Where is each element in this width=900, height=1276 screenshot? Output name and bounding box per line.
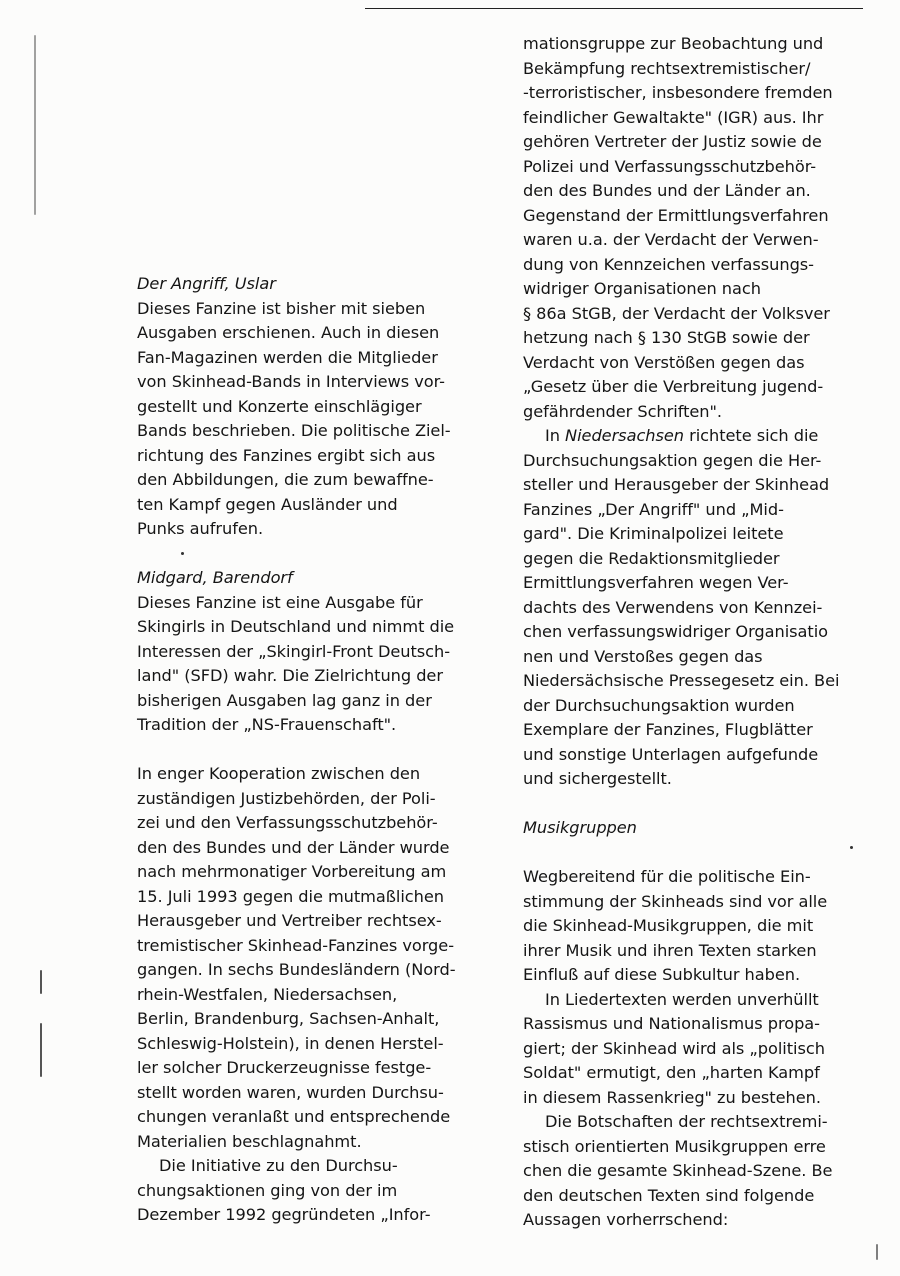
paragraph-gap [523,841,900,866]
text-line: den Abbildungen, die zum bewaffne- [137,470,434,489]
text-line: steller und Herausgeber der Skinhead [523,475,830,494]
left-text-column [137,272,517,1228]
text-line: ten Kampf gegen Ausländer und [137,494,398,514]
text-line: dung von Kennzeichen verfassungs- [523,254,814,274]
text-line: § 86a StGB, der Verdacht der Volksver [523,303,830,323]
text-line: tremistischer Skinhead-Fanzines vorge- [137,935,454,955]
text-line: und sonstige Unterlagen aufgefunde [523,744,819,764]
text-line: Gegenstand der Ermittlungsverfahren [523,205,829,225]
text-line: Dieses Fanzine ist bisher mit sieben [137,298,426,318]
text-line: den deutschen Texten sind folgende [523,1185,815,1205]
emphasized-word: Niedersachsen [565,426,685,445]
text-line: Ausgaben erschienen. Auch in diesen [137,323,440,342]
text-line-with-emphasis: In Niedersachsen richtete sich die [545,426,819,445]
top-rule [365,8,863,9]
text-line: Einfluß auf diese Subkultur haben. [523,965,801,984]
text-line: chen verfassungswidriger Organisatio [523,622,828,641]
text-line: richtung des Fanzines ergibt sich aus [137,445,436,465]
text-line: Schleswig-Holstein), in denen Herstel- [137,1033,444,1053]
text-line: Verdacht von Verstößen gegen das [523,352,805,372]
text-line: gefährdender Schriften". [523,401,722,421]
text-line: nach mehrmonatiger Vorbereitung am [137,862,447,881]
text-line: Rassismus und Nationalismus propa- [523,1014,820,1033]
text-line: stellt worden waren, wurden Durchsu- [137,1082,444,1102]
text-line: Herausgeber und Vertreiber rechtsex- [137,911,442,930]
scan-mark [40,970,42,994]
scan-mark [40,1023,42,1077]
text-line: von Skinhead-Bands in Interviews vor- [137,372,445,391]
text-line: Berlin, Brandenburg, Sachsen-Anhalt, [137,1009,440,1028]
text-line: gegen die Redaktionsmitglieder [523,548,780,568]
text-line: In Liedertexten werden unverhüllt [545,989,819,1009]
text-line: rhein-Westfalen, Niedersachsen, [137,984,398,1004]
text-line: Bands beschrieben. Die politische Ziel- [137,421,451,440]
text-line: Die Initiative zu den Durchsu- [159,1156,398,1175]
paragraph-gap [137,738,517,763]
text-line: die Skinhead-Musikgruppen, die mit [523,916,814,935]
text-line: Dieses Fanzine ist eine Ausgabe für [137,592,423,612]
text-line: Aussagen vorherrschend: [523,1210,729,1229]
text-line: 15. Juli 1993 gegen die mutmaßlichen [137,886,444,906]
text-line: Fan-Magazinen werden die Mitglieder [137,347,438,367]
text-line: Ermittlungsverfahren wegen Ver- [523,573,789,592]
text-line: land" (SFD) wahr. Die Zielrichtung der [137,666,443,685]
text-line: stimmung der Skinheads sind vor alle [523,891,828,911]
text-line: Polizei und Verfassungsschutzbehör- [523,156,817,176]
paragraph-gap [137,542,517,567]
text-line: chungsaktionen ging von der im [137,1180,398,1200]
text-line: In enger Kooperation zwischen den [137,764,421,783]
text-line: Der Angriff, Uslar [137,274,276,293]
text-line: „Gesetz über die Verbreitung jugend- [523,377,824,396]
paragraph-gap [523,792,900,817]
text-line: Die Botschaften der rechtsextremi- [545,1112,828,1131]
text-line: Materialien beschlagnahmt. [137,1131,362,1151]
text-line: stisch orientierten Musikgruppen erre [523,1136,826,1156]
text-line: der Durchsuchungsaktion wurden [523,695,795,715]
text-line: Interessen der „Skingirl-Front Deutsch- [137,641,451,661]
text-line: Skingirls in Deutschland und nimmt die [137,617,455,636]
text-line: gard". Die Kriminalpolizei leitete [523,524,784,543]
text-line: widriger Organisationen nach [523,279,761,298]
text-line: Niedersächsische Pressegesetz ein. Bei [523,671,840,690]
text-line: Fanzines „Der Angriff" und „Mid- [523,499,784,519]
text-line: chen die gesamte Skinhead-Szene. Be [523,1161,833,1180]
text-line: den des Bundes und der Länder wurde [137,837,450,857]
text-line: Midgard, Barendorf [137,568,293,587]
text-line: Punks aufrufen. [137,519,264,538]
scan-mark [34,35,36,215]
text-line: gehören Vertreter der Justiz sowie de [523,132,822,151]
text-line: gestellt und Konzerte einschlägiger [137,396,422,416]
text-line: Dezember 1992 gegründeten „Infor- [137,1205,431,1224]
text-line: in diesem Rassenkrieg" zu bestehen. [523,1087,821,1107]
scan-mark [876,1244,878,1260]
text-line: bisherigen Ausgaben lag ganz in der [137,690,432,710]
text-line: nen und Verstoßes gegen das [523,646,763,666]
text-line: zuständigen Justizbehörden, der Poli- [137,788,436,808]
text-line: zei und den Verfassungsschutzbehör- [137,813,438,832]
text-line: chungen veranlaßt und entsprechende [137,1107,451,1126]
text-line: Bekämpfung rechtsextremistischer/ [523,58,811,78]
text-line: feindlicher Gewaltakte" (IGR) aus. Ihr [523,107,824,127]
text-line: Wegbereitend für die politische Ein- [523,867,811,886]
text-line: -terroristischer, insbesondere fremden [523,83,833,102]
text-line: Tradition der „NS-Frauenschaft". [137,715,397,734]
text-line: hetzung nach § 130 StGB sowie der [523,328,810,347]
text-line: waren u.a. der Verdacht der Verwen- [523,230,819,249]
text-line: giert; der Skinhead wird als „politisch [523,1038,825,1058]
right-text-column [523,32,900,1233]
text-line: Exemplare der Fanzines, Flugblätter [523,720,813,739]
text-line: und sichergestellt. [523,769,672,788]
text-line: Soldat" ermutigt, den „harten Kampf [523,1063,820,1082]
text-line: Durchsuchungsaktion gegen die Her- [523,450,822,470]
text-line: dachts des Verwendens von Kennzei- [523,597,823,617]
text-line: den des Bundes und der Länder an. [523,181,811,200]
text-line: ler solcher Druckerzeugnisse festge- [137,1058,432,1077]
text-line: gangen. In sechs Bundesländern (Nord- [137,960,456,979]
text-line: mationsgruppe zur Beobachtung und [523,34,824,53]
text-line: ihrer Musik und ihren Texten starken [523,940,817,960]
text-line: Musikgruppen [523,818,637,837]
